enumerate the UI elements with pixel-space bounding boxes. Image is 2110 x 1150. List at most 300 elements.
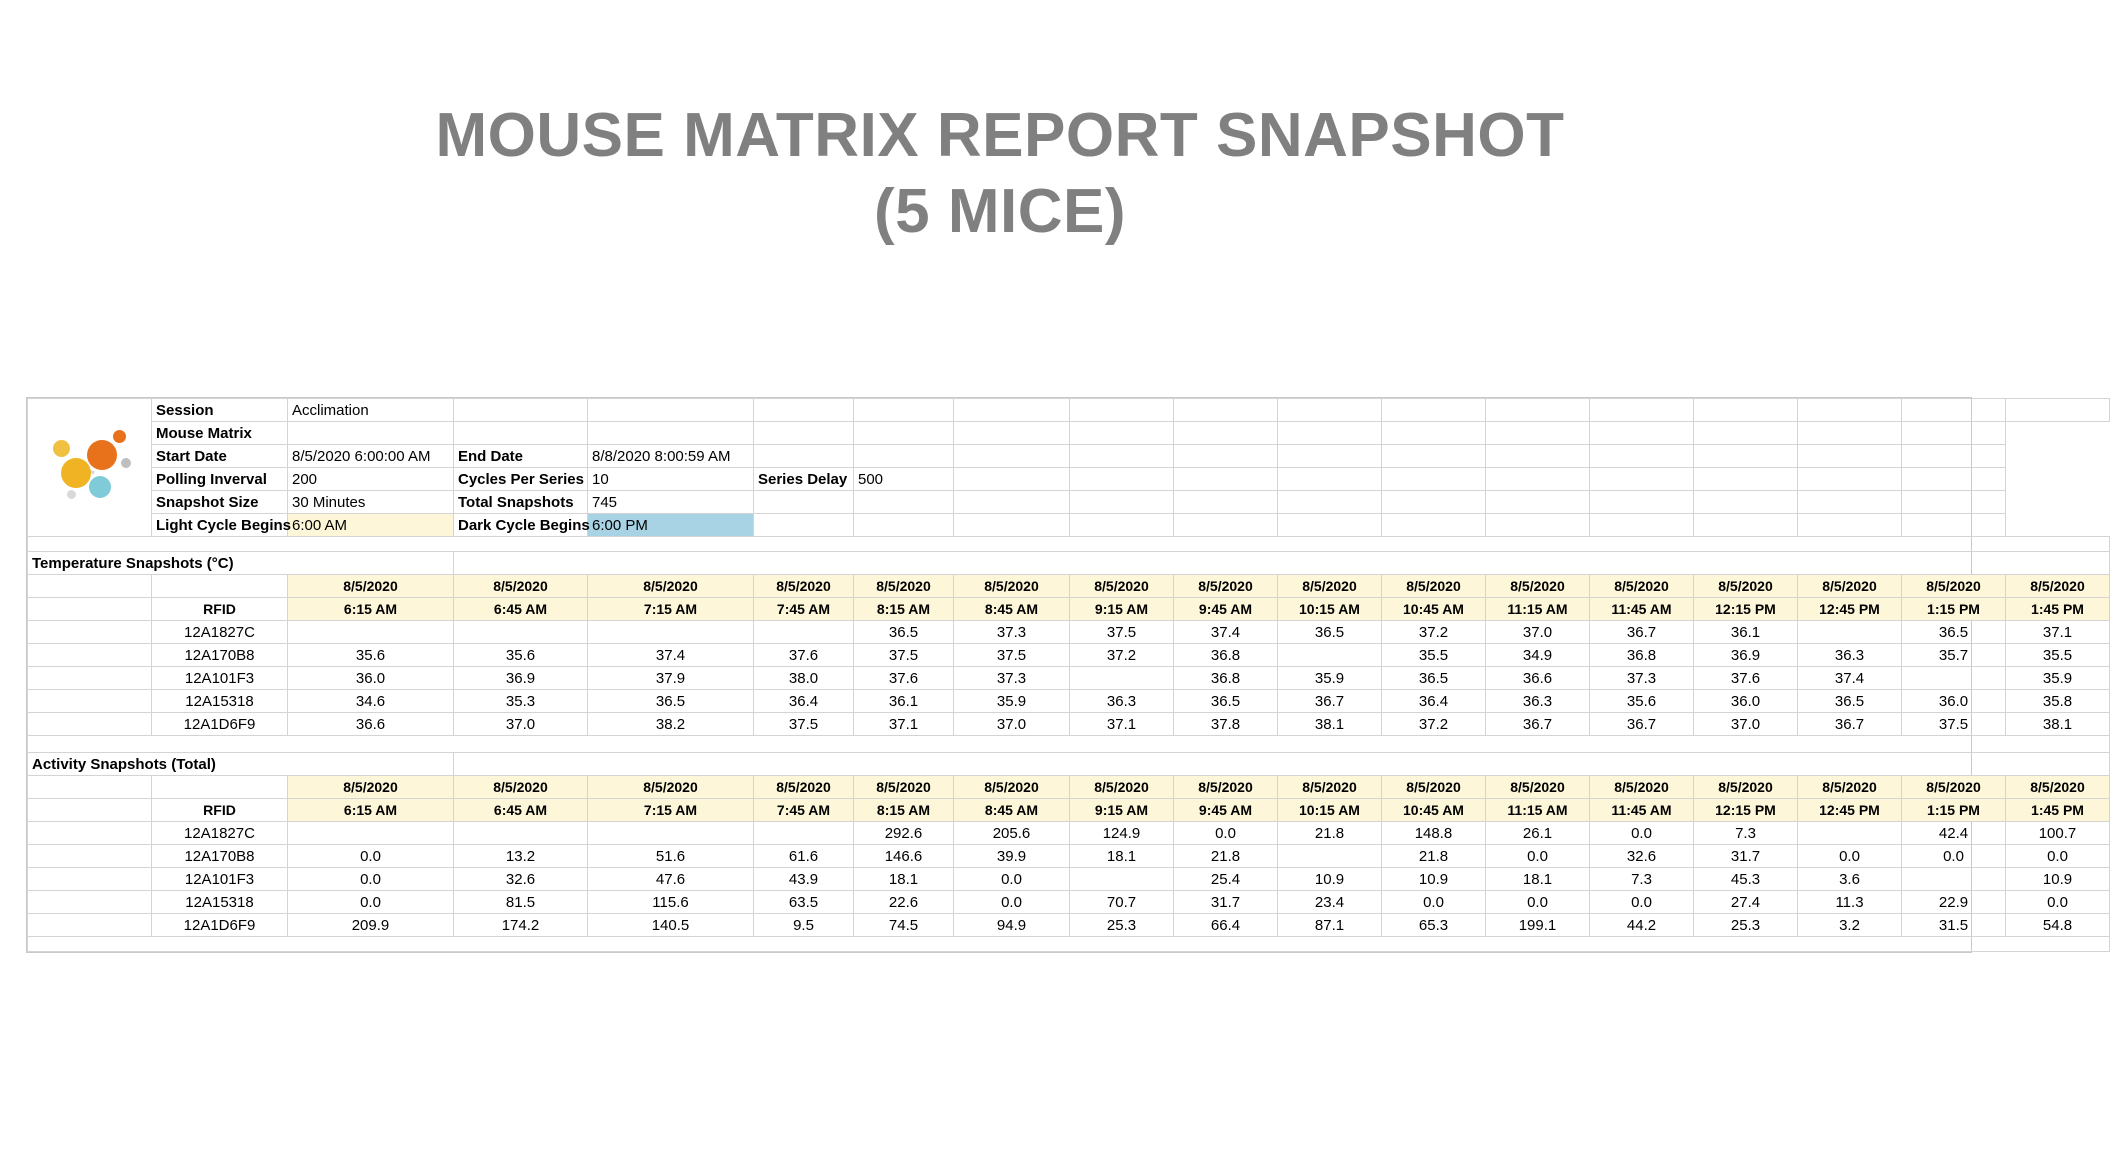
temperature-value-cell: 36.7: [1278, 690, 1382, 713]
temperature-value-cell: 37.5: [1902, 713, 2006, 736]
temperature-value-cell: 38.1: [2006, 713, 2110, 736]
meta-blank-5: [954, 399, 1070, 422]
activity-value-cell: 10.9: [1278, 868, 1382, 891]
activity-date-header: 8/5/2020: [1174, 776, 1278, 799]
temperature-time-header: 9:15 AM: [1070, 598, 1174, 621]
activity-value-cell: 9.5: [754, 914, 854, 937]
meta-blank-58: [1278, 491, 1382, 514]
table-row: [28, 914, 2110, 937]
activity-value-cell: 0.0: [1590, 891, 1694, 914]
temperature-time-header: 10:45 AM: [1382, 598, 1486, 621]
temperature-row-pad: [28, 713, 152, 736]
activity-date-header: 8/5/2020: [1278, 776, 1382, 799]
dark-cycle-label: Dark Cycle Begins: [454, 514, 588, 537]
meta-blank-64: [1902, 491, 2006, 514]
meta-blank-76: [1902, 514, 2006, 537]
temperature-value-cell: 36.8: [1590, 644, 1694, 667]
activity-value-cell: 45.3: [1694, 868, 1798, 891]
temperature-rfid-header: RFID: [152, 598, 288, 621]
activity-row-pad: [28, 891, 152, 914]
spacer-row-2: [28, 736, 2110, 753]
temperature-value-cell: 37.1: [1070, 713, 1174, 736]
activity-value-cell: 81.5: [454, 891, 588, 914]
meta-blank-50: [1694, 468, 1798, 491]
meta-blank-49: [1590, 468, 1694, 491]
temperature-date-header: 8/5/2020: [854, 575, 954, 598]
meta-blank-57: [1174, 491, 1278, 514]
session-value: Acclimation: [288, 399, 454, 422]
temperature-time-header: 6:45 AM: [454, 598, 588, 621]
table-row: [28, 644, 2110, 667]
activity-value-cell: 292.6: [854, 822, 954, 845]
activity-time-header: 12:15 PM: [1694, 799, 1798, 822]
temperature-value-cell: 37.0: [454, 713, 588, 736]
activity-value-cell: 32.6: [1590, 845, 1694, 868]
temperature-value-cell: 37.6: [854, 667, 954, 690]
meta-blank-32: [854, 445, 954, 468]
meta-blank-74: [1694, 514, 1798, 537]
activity-value-cell: 43.9: [754, 868, 854, 891]
activity-value-cell: [288, 822, 454, 845]
temperature-date-header: 8/5/2020: [1902, 575, 2006, 598]
temperature-date-header: 8/5/2020: [754, 575, 854, 598]
temperature-value-cell: 37.1: [2006, 621, 2110, 644]
temperature-value-cell: 36.4: [1382, 690, 1486, 713]
meta-blank-71: [1382, 514, 1486, 537]
temperature-rfid-cell: 12A101F3: [152, 667, 288, 690]
activity-rfid-header: RFID: [152, 799, 288, 822]
activity-section-title: Activity Snapshots (Total): [28, 753, 454, 776]
start-date-label: Start Date: [152, 445, 288, 468]
temperature-value-cell: 36.9: [454, 667, 588, 690]
meta-blank-68: [1070, 514, 1174, 537]
cycles-per-series-value: 10: [588, 468, 754, 491]
activity-value-cell: 3.6: [1798, 868, 1902, 891]
temperature-date-header: 8/5/2020: [1070, 575, 1174, 598]
activity-value-cell: 25.4: [1174, 868, 1278, 891]
start-date-value: 8/5/2020 6:00:00 AM: [288, 445, 454, 468]
temperature-date-header: 8/5/2020: [1486, 575, 1590, 598]
meta-blank-46: [1278, 468, 1382, 491]
meta-blank-67: [954, 514, 1070, 537]
table-row: [28, 690, 2110, 713]
temperature-value-cell: 35.5: [1382, 644, 1486, 667]
meta-row-dates: [28, 445, 2110, 468]
series-delay-value: 500: [854, 468, 954, 491]
activity-value-cell: 13.2: [454, 845, 588, 868]
meta-blank-31: [754, 445, 854, 468]
activity-rfid-cell: 12A101F3: [152, 868, 288, 891]
temperature-time-header: 10:15 AM: [1278, 598, 1382, 621]
temperature-value-cell: 37.0: [1486, 621, 1590, 644]
temperature-value-cell: 36.3: [1798, 644, 1902, 667]
activity-date-header: 8/5/2020: [588, 776, 754, 799]
table-row: [28, 667, 2110, 690]
activity-value-cell: 39.9: [954, 845, 1070, 868]
meta-blank-17: [454, 422, 588, 445]
meta-blank-47: [1382, 468, 1486, 491]
temperature-time-header: 11:45 AM: [1590, 598, 1694, 621]
meta-blank-37: [1382, 445, 1486, 468]
activity-date-header: 8/5/2020: [454, 776, 588, 799]
meta-blank-19: [754, 422, 854, 445]
temperature-value-cell: 36.4: [754, 690, 854, 713]
meta-blank-1: [454, 399, 588, 422]
meta-blank-48: [1486, 468, 1590, 491]
temperature-time-header: 1:45 PM: [2006, 598, 2110, 621]
activity-date-header: 8/5/2020: [1694, 776, 1798, 799]
temperature-value-cell: 37.0: [954, 713, 1070, 736]
temperature-value-cell: 37.2: [1382, 621, 1486, 644]
meta-row-snapshot: [28, 491, 2110, 514]
meta-blank-15: [2006, 399, 2110, 422]
activity-row-pad: [28, 868, 152, 891]
activity-date-header: 8/5/2020: [854, 776, 954, 799]
session-label: Session: [152, 399, 288, 422]
activity-value-cell: [1902, 868, 2006, 891]
table-row: [28, 621, 2110, 644]
temperature-value-cell: 36.0: [1694, 690, 1798, 713]
activity-value-cell: 22.9: [1902, 891, 2006, 914]
meta-blank-51: [1798, 468, 1902, 491]
product-label: Mouse Matrix: [152, 422, 288, 445]
activity-value-cell: 26.1: [1486, 822, 1590, 845]
activity-date-header: 8/5/2020: [1590, 776, 1694, 799]
mouse-matrix-logo-icon: [28, 399, 152, 537]
activity-value-cell: 94.9: [954, 914, 1070, 937]
meta-blank-23: [1174, 422, 1278, 445]
temperature-time-header: 12:15 PM: [1694, 598, 1798, 621]
temperature-value-cell: 36.7: [1590, 621, 1694, 644]
temperature-value-cell: 36.5: [1798, 690, 1902, 713]
activity-corner-blank-left: [28, 776, 152, 799]
temperature-time-header: 7:15 AM: [588, 598, 754, 621]
meta-blank-60: [1486, 491, 1590, 514]
meta-blank-56: [1070, 491, 1174, 514]
temperature-rfid-cell: 12A1827C: [152, 621, 288, 644]
temperature-value-cell: [454, 621, 588, 644]
temperature-date-header: 8/5/2020: [288, 575, 454, 598]
activity-date-row: [28, 776, 2110, 799]
activity-corner-blank-right: [152, 776, 288, 799]
activity-value-cell: 174.2: [454, 914, 588, 937]
activity-value-cell: 0.0: [2006, 891, 2110, 914]
activity-value-cell: 148.8: [1382, 822, 1486, 845]
temperature-value-cell: [288, 621, 454, 644]
temperature-time-header: 11:15 AM: [1486, 598, 1590, 621]
activity-value-cell: 21.8: [1278, 822, 1382, 845]
activity-value-cell: 7.3: [1694, 822, 1798, 845]
temperature-value-cell: 36.0: [288, 667, 454, 690]
report-grid: [27, 398, 2110, 952]
activity-time-header: 6:45 AM: [454, 799, 588, 822]
activity-date-header: 8/5/2020: [1382, 776, 1486, 799]
activity-date-header: 8/5/2020: [1070, 776, 1174, 799]
temperature-value-cell: 34.9: [1486, 644, 1590, 667]
activity-time-header: 6:15 AM: [288, 799, 454, 822]
temperature-value-cell: 38.1: [1278, 713, 1382, 736]
temperature-value-cell: 35.5: [2006, 644, 2110, 667]
temperature-value-cell: 37.5: [754, 713, 854, 736]
temperature-value-cell: [588, 621, 754, 644]
meta-blank-38: [1486, 445, 1590, 468]
temperature-time-header: 9:45 AM: [1174, 598, 1278, 621]
temperature-value-cell: 36.5: [1174, 690, 1278, 713]
meta-blank-25: [1382, 422, 1486, 445]
temperature-value-cell: 35.6: [454, 644, 588, 667]
temperature-value-cell: 36.3: [1070, 690, 1174, 713]
temperature-time-header: 12:45 PM: [1798, 598, 1902, 621]
activity-value-cell: 0.0: [288, 891, 454, 914]
temperature-value-cell: 37.8: [1174, 713, 1278, 736]
temperature-value-cell: [754, 621, 854, 644]
meta-blank-41: [1798, 445, 1902, 468]
light-cycle-label: Light Cycle Begins: [152, 514, 288, 537]
meta-blank-29: [1798, 422, 1902, 445]
temperature-value-cell: [1278, 644, 1382, 667]
activity-value-cell: 18.1: [1070, 845, 1174, 868]
activity-value-cell: 22.6: [854, 891, 954, 914]
activity-time-header: 9:45 AM: [1174, 799, 1278, 822]
activity-time-header: 8:15 AM: [854, 799, 954, 822]
total-snapshots-value: 745: [588, 491, 754, 514]
activity-value-cell: 0.0: [288, 845, 454, 868]
activity-date-header: 8/5/2020: [954, 776, 1070, 799]
meta-blank-20: [854, 422, 954, 445]
activity-value-cell: [1278, 845, 1382, 868]
activity-value-cell: [588, 822, 754, 845]
temperature-value-cell: 35.6: [288, 644, 454, 667]
temperature-section-header: [28, 552, 2110, 575]
activity-value-cell: [454, 822, 588, 845]
meta-blank-45: [1174, 468, 1278, 491]
page-title-line-2: (5 MICE): [874, 176, 1126, 246]
dark-cycle-value: 6:00 PM: [588, 514, 754, 537]
end-date-label: End Date: [454, 445, 588, 468]
activity-row-pad: [28, 914, 152, 937]
temperature-row-pad: [28, 690, 152, 713]
activity-value-cell: 54.8: [2006, 914, 2110, 937]
temperature-value-cell: 37.3: [954, 621, 1070, 644]
temperature-rfid-cell: 12A1D6F9: [152, 713, 288, 736]
activity-value-cell: 51.6: [588, 845, 754, 868]
temperature-value-cell: 36.0: [1902, 690, 2006, 713]
temperature-value-cell: 36.7: [1798, 713, 1902, 736]
meta-blank-30: [1902, 422, 2006, 445]
meta-row-polling: [28, 468, 2110, 491]
table-row: [28, 822, 2110, 845]
temperature-date-header: 8/5/2020: [1278, 575, 1382, 598]
activity-date-header: 8/5/2020: [754, 776, 854, 799]
meta-blank-16: [288, 422, 454, 445]
meta-blank-28: [1694, 422, 1798, 445]
cycles-per-series-label: Cycles Per Series: [454, 468, 588, 491]
total-snapshots-label: Total Snapshots: [454, 491, 588, 514]
activity-value-cell: 205.6: [954, 822, 1070, 845]
temperature-value-cell: 36.3: [1486, 690, 1590, 713]
activity-value-cell: 140.5: [588, 914, 754, 937]
meta-blank-6: [1070, 399, 1174, 422]
temperature-rfid-cell: 12A170B8: [152, 644, 288, 667]
activity-value-cell: 21.8: [1382, 845, 1486, 868]
temperature-value-cell: 37.5: [1070, 621, 1174, 644]
activity-value-cell: 27.4: [1694, 891, 1798, 914]
activity-value-cell: 31.7: [1694, 845, 1798, 868]
activity-value-cell: 18.1: [854, 868, 954, 891]
activity-value-cell: 0.0: [288, 868, 454, 891]
temperature-value-cell: 37.9: [588, 667, 754, 690]
meta-blank-36: [1278, 445, 1382, 468]
temperature-value-cell: 35.8: [2006, 690, 2110, 713]
activity-time-header: 12:45 PM: [1798, 799, 1902, 822]
activity-value-cell: [754, 822, 854, 845]
temperature-rfid-cell: 12A15318: [152, 690, 288, 713]
meta-blank-27: [1590, 422, 1694, 445]
polling-interval-label: Polling Inverval: [152, 468, 288, 491]
activity-value-cell: 0.0: [1486, 845, 1590, 868]
activity-value-cell: 115.6: [588, 891, 754, 914]
meta-row-cycles: [28, 514, 2110, 537]
meta-blank-75: [1798, 514, 1902, 537]
temperature-value-cell: 37.6: [1694, 667, 1798, 690]
snapshot-size-label: Snapshot Size: [152, 491, 288, 514]
activity-value-cell: 44.2: [1590, 914, 1694, 937]
activity-value-cell: 0.0: [1902, 845, 2006, 868]
temperature-value-cell: 37.4: [1174, 621, 1278, 644]
meta-blank-39: [1590, 445, 1694, 468]
activity-value-cell: [1070, 868, 1174, 891]
temperature-time-header: 1:15 PM: [1902, 598, 2006, 621]
activity-value-cell: 0.0: [1174, 822, 1278, 845]
temperature-value-cell: 36.5: [588, 690, 754, 713]
temperature-value-cell: 35.9: [2006, 667, 2110, 690]
activity-value-cell: 87.1: [1278, 914, 1382, 937]
meta-blank-24: [1278, 422, 1382, 445]
temperature-value-cell: 36.9: [1694, 644, 1798, 667]
activity-row-pad: [28, 845, 152, 868]
temperature-value-cell: 37.6: [754, 644, 854, 667]
activity-value-cell: 0.0: [954, 891, 1070, 914]
meta-blank-73: [1590, 514, 1694, 537]
temperature-corner-blank-right: [152, 575, 288, 598]
meta-blank-62: [1694, 491, 1798, 514]
table-row: [28, 891, 2110, 914]
activity-rfid-cell: 12A1827C: [152, 822, 288, 845]
activity-value-cell: 61.6: [754, 845, 854, 868]
temperature-value-cell: 37.3: [954, 667, 1070, 690]
meta-blank-34: [1070, 445, 1174, 468]
activity-section-header: [28, 753, 2110, 776]
temperature-value-cell: 37.5: [954, 644, 1070, 667]
activity-date-header: 8/5/2020: [1902, 776, 2006, 799]
activity-value-cell: 21.8: [1174, 845, 1278, 868]
series-delay-label: Series Delay: [754, 468, 854, 491]
temperature-date-header: 8/5/2020: [588, 575, 754, 598]
temperature-date-header: 8/5/2020: [1694, 575, 1798, 598]
temperature-date-header: 8/5/2020: [454, 575, 588, 598]
temperature-value-cell: [1798, 621, 1902, 644]
activity-value-cell: 10.9: [1382, 868, 1486, 891]
activity-value-cell: 47.6: [588, 868, 754, 891]
light-cycle-value: 6:00 AM: [288, 514, 454, 537]
report-sheet: [26, 397, 2085, 953]
activity-time-header: 10:15 AM: [1278, 799, 1382, 822]
activity-rows: [28, 822, 2110, 937]
temperature-value-cell: 37.2: [1070, 644, 1174, 667]
temperature-date-header: 8/5/2020: [954, 575, 1070, 598]
snapshot-size-value: 30 Minutes: [288, 491, 454, 514]
activity-time-header: 7:45 AM: [754, 799, 854, 822]
activity-time-header: 8:45 AM: [954, 799, 1070, 822]
temperature-value-cell: 36.5: [1278, 621, 1382, 644]
meta-blank-22: [1070, 422, 1174, 445]
temperature-row-pad: [28, 644, 152, 667]
temperature-value-cell: 35.9: [1278, 667, 1382, 690]
temperature-value-cell: 36.5: [1902, 621, 2006, 644]
activity-row-pad: [28, 822, 152, 845]
meta-blank-70: [1278, 514, 1382, 537]
meta-blank-8: [1278, 399, 1382, 422]
temperature-value-cell: 36.1: [854, 690, 954, 713]
spacer-row-1: [28, 537, 2110, 552]
page-title-line-1: MOUSE MATRIX REPORT SNAPSHOT: [435, 101, 1565, 170]
meta-row-product: [28, 422, 2110, 445]
activity-value-cell: 0.0: [2006, 845, 2110, 868]
meta-blank-53: [754, 491, 854, 514]
polling-interval-value: 200: [288, 468, 454, 491]
activity-value-cell: 10.9: [2006, 868, 2110, 891]
activity-time-header: 1:15 PM: [1902, 799, 2006, 822]
meta-blank-11: [1590, 399, 1694, 422]
temperature-value-cell: 37.2: [1382, 713, 1486, 736]
activity-value-cell: 65.3: [1382, 914, 1486, 937]
meta-blank-52: [1902, 468, 2006, 491]
meta-blank-14: [1902, 399, 2006, 422]
meta-blank-13: [1798, 399, 1902, 422]
activity-value-cell: 32.6: [454, 868, 588, 891]
meta-blank-18: [588, 422, 754, 445]
activity-date-header: 8/5/2020: [288, 776, 454, 799]
activity-rfid-cell: 12A170B8: [152, 845, 288, 868]
activity-value-cell: 0.0: [1382, 891, 1486, 914]
meta-blank-10: [1486, 399, 1590, 422]
activity-time-header: 1:45 PM: [2006, 799, 2110, 822]
meta-blank-44: [1070, 468, 1174, 491]
activity-time-header: 10:45 AM: [1382, 799, 1486, 822]
temperature-value-cell: 36.7: [1590, 713, 1694, 736]
meta-blank-43: [954, 468, 1070, 491]
activity-value-cell: 146.6: [854, 845, 954, 868]
meta-blank-69: [1174, 514, 1278, 537]
temperature-value-cell: 37.1: [854, 713, 954, 736]
temperature-date-row: [28, 575, 2110, 598]
activity-value-cell: 18.1: [1486, 868, 1590, 891]
activity-corner-blank-left-2: [28, 799, 152, 822]
activity-value-cell: 11.3: [1798, 891, 1902, 914]
temperature-value-cell: 38.2: [588, 713, 754, 736]
temperature-section-title: Temperature Snapshots (°C): [28, 552, 454, 575]
temperature-date-header: 8/5/2020: [2006, 575, 2110, 598]
activity-value-cell: 63.5: [754, 891, 854, 914]
activity-value-cell: 31.7: [1174, 891, 1278, 914]
activity-value-cell: 66.4: [1174, 914, 1278, 937]
temperature-corner-blank-left-2: [28, 598, 152, 621]
temperature-value-cell: 37.4: [588, 644, 754, 667]
meta-blank-3: [754, 399, 854, 422]
temperature-value-cell: [1070, 667, 1174, 690]
temperature-time-header: 8:45 AM: [954, 598, 1070, 621]
table-row: [28, 845, 2110, 868]
